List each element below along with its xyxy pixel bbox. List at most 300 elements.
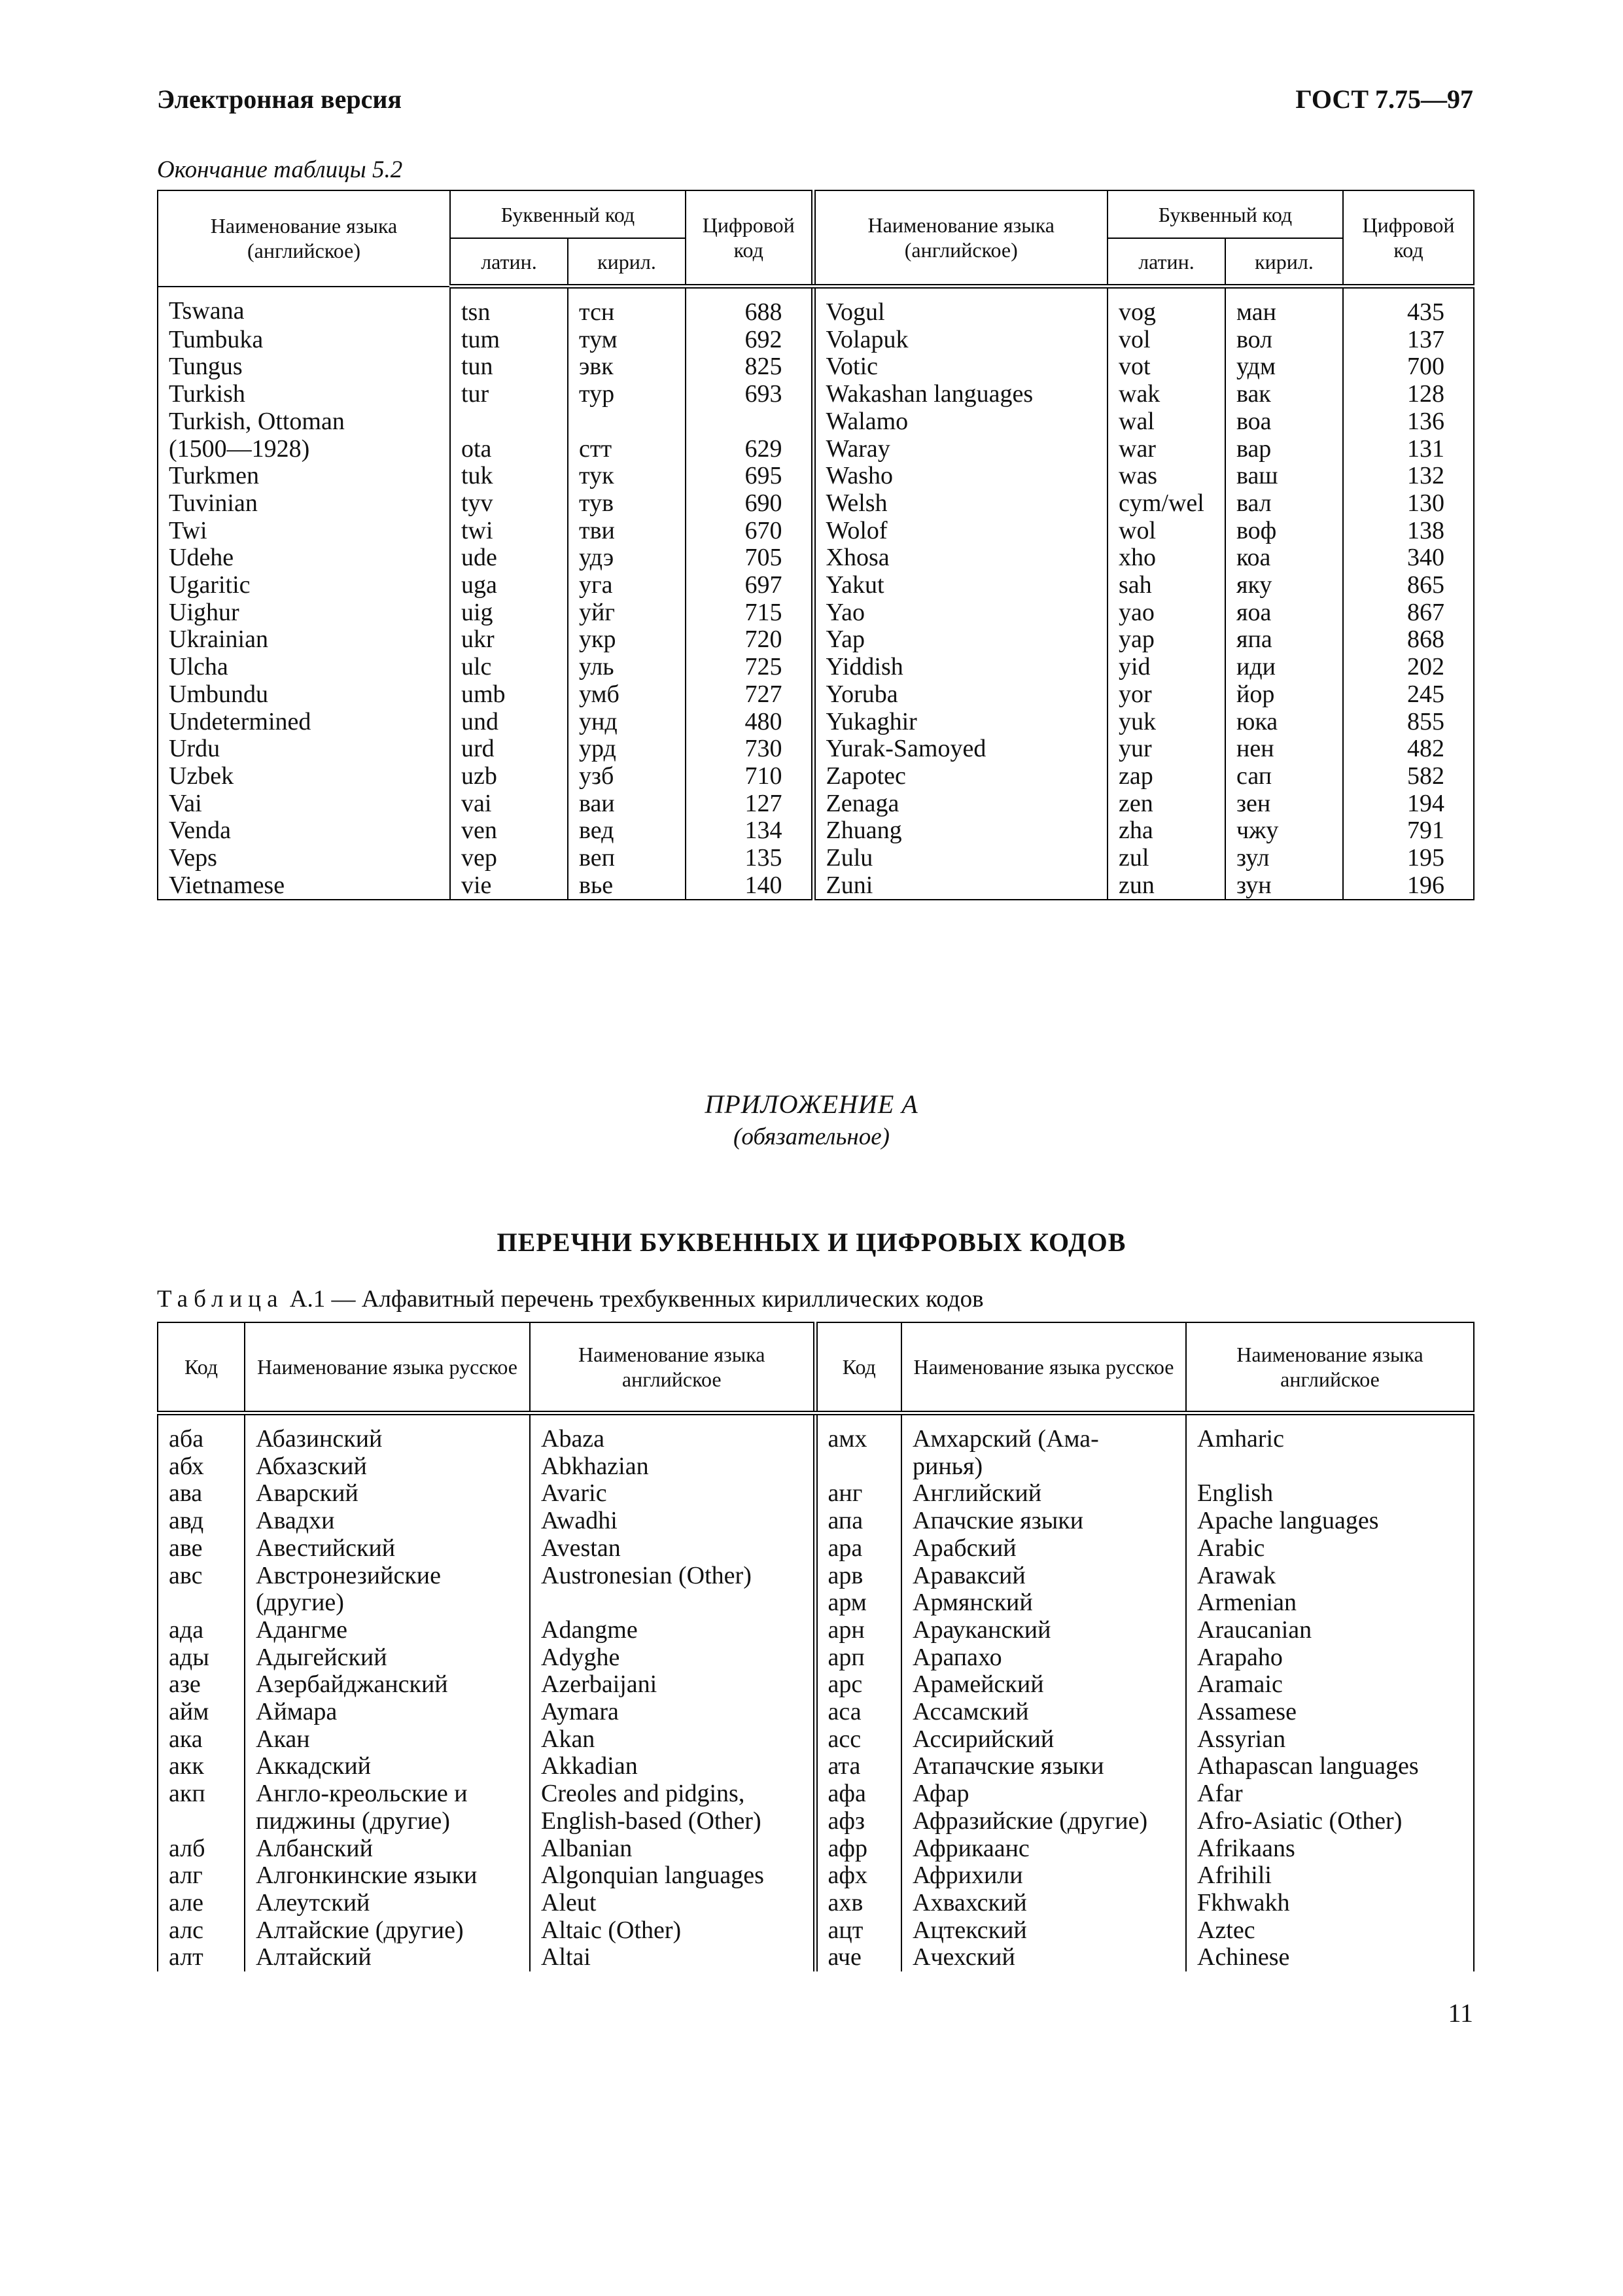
language-name: Urdu	[158, 735, 450, 763]
code	[158, 1808, 245, 1835]
code: ады	[158, 1644, 245, 1672]
digital-code: 715	[686, 599, 813, 627]
language-name: Zapotec	[813, 763, 1108, 790]
latin-code: was	[1108, 463, 1225, 490]
digital-code: 194	[1343, 790, 1474, 818]
name-russian: Ассирийский	[901, 1726, 1186, 1754]
code: акк	[158, 1753, 245, 1780]
latin-code: zap	[1108, 763, 1225, 790]
language-name: Turkish	[158, 381, 450, 408]
table-row	[158, 1753, 1474, 1780]
latin-code: vol	[1108, 327, 1225, 354]
name-russian: Ассамский	[901, 1699, 1186, 1726]
digital-code: 700	[1343, 353, 1474, 381]
language-name: Waray	[813, 436, 1108, 463]
name-english: Algonquian languages	[530, 1862, 815, 1890]
language-name: Vietnamese	[158, 872, 450, 900]
cyrillic-codes-table-a1	[157, 1322, 1475, 1971]
cyrillic-code: воф	[1225, 518, 1343, 545]
digital-code: 480	[686, 709, 813, 736]
latin-code: sah	[1108, 572, 1225, 599]
name-english: Aztec	[1186, 1917, 1474, 1945]
digital-code: 725	[686, 654, 813, 681]
language-name: Tuvinian	[158, 490, 450, 518]
language-name: Washo	[813, 463, 1108, 490]
code: афх	[815, 1862, 901, 1890]
language-name: Turkmen	[158, 463, 450, 490]
digital-code: 136	[1343, 408, 1474, 436]
latin-code: twi	[450, 518, 568, 545]
language-name: Zhuang	[813, 817, 1108, 845]
code: аса	[815, 1699, 901, 1726]
code: аче	[815, 1944, 901, 1971]
digital-code: 340	[1343, 544, 1474, 572]
digital-code: 582	[1343, 763, 1474, 790]
col-header-cyrillic: кирил.	[568, 238, 686, 287]
name-english: Arapaho	[1186, 1644, 1474, 1672]
language-name: Vai	[158, 790, 450, 818]
language-name: Yao	[813, 599, 1108, 627]
latin-code: zha	[1108, 817, 1225, 845]
language-name: Umbundu	[158, 681, 450, 709]
digital-code: 127	[686, 790, 813, 818]
name-english: Abkhazian	[530, 1453, 815, 1481]
name-russian: Алеутский	[245, 1890, 530, 1917]
code: аба	[158, 1413, 245, 1453]
page-number: 11	[1448, 1998, 1473, 2028]
digital-code: 825	[686, 353, 813, 381]
latin-code: wol	[1108, 518, 1225, 545]
table-row	[158, 1671, 1474, 1699]
name-english: Assamese	[1186, 1699, 1474, 1726]
digital-code: 140	[686, 872, 813, 900]
cyrillic-code: удм	[1225, 353, 1343, 381]
cyrillic-code: сап	[1225, 763, 1343, 790]
latin-code: cym/wel	[1108, 490, 1225, 518]
code: аве	[158, 1535, 245, 1563]
table-row	[158, 654, 1474, 681]
latin-code: urd	[450, 735, 568, 763]
digital-code: 482	[1343, 735, 1474, 763]
cyrillic-code: вал	[1225, 490, 1343, 518]
name-english: Adyghe	[530, 1644, 815, 1672]
cyrillic-code: узб	[568, 763, 686, 790]
table-row	[158, 817, 1474, 845]
latin-code: yao	[1108, 599, 1225, 627]
name-russian: Арауканский	[901, 1617, 1186, 1644]
code: авд	[158, 1508, 245, 1535]
name-russian: Африхили	[901, 1862, 1186, 1890]
cyrillic-code: укр	[568, 626, 686, 654]
col-header-code: Код	[815, 1322, 901, 1413]
latin-code: yap	[1108, 626, 1225, 654]
latin-code: yid	[1108, 654, 1225, 681]
cyrillic-code: коа	[1225, 544, 1343, 572]
code: арв	[815, 1563, 901, 1590]
name-russian: Алтайский	[245, 1944, 530, 1971]
table-row	[158, 626, 1474, 654]
language-name: Zenaga	[813, 790, 1108, 818]
table-row	[158, 1835, 1474, 1863]
name-english: Azerbaijani	[530, 1671, 815, 1699]
language-name: Tungus	[158, 353, 450, 381]
code: айм	[158, 1699, 245, 1726]
table-row	[158, 1944, 1474, 1971]
latin-code: wal	[1108, 408, 1225, 436]
table-row	[158, 872, 1474, 900]
latin-code: zul	[1108, 845, 1225, 872]
cyrillic-code: уль	[568, 654, 686, 681]
table-row	[158, 1699, 1474, 1726]
code: ацт	[815, 1917, 901, 1945]
name-english: Afar	[1186, 1780, 1474, 1808]
digital-code: 720	[686, 626, 813, 654]
name-english: Achinese	[1186, 1944, 1474, 1971]
code: ата	[815, 1753, 901, 1780]
table-row	[158, 790, 1474, 818]
table-row	[158, 1617, 1474, 1644]
col-header-name-english: Наименование языка английское	[530, 1322, 815, 1413]
cyrillic-code: вол	[1225, 327, 1343, 354]
language-name: Vogul	[813, 287, 1108, 327]
cyrillic-code: тув	[568, 490, 686, 518]
code: ада	[158, 1617, 245, 1644]
code: афз	[815, 1808, 901, 1835]
table-continuation-caption: Окончание таблицы 5.2	[157, 156, 403, 183]
cyrillic-code: веп	[568, 845, 686, 872]
col-header-letter-code: Буквенный код	[450, 190, 686, 238]
digital-code: 693	[686, 381, 813, 408]
language-name: Yukaghir	[813, 709, 1108, 736]
code: алг	[158, 1862, 245, 1890]
col-header-letter-code: Буквенный код	[1108, 190, 1343, 238]
code: анг	[815, 1480, 901, 1508]
table-word: Таблица	[157, 1286, 284, 1313]
cyrillic-code: тум	[568, 327, 686, 354]
digital-code: 855	[1343, 709, 1474, 736]
table-row	[158, 1563, 1474, 1590]
digital-code: 135	[686, 845, 813, 872]
latin-code: uig	[450, 599, 568, 627]
digital-code: 202	[1343, 654, 1474, 681]
digital-code: 692	[686, 327, 813, 354]
name-russian: Апачские языки	[901, 1508, 1186, 1535]
name-english: Akkadian	[530, 1753, 815, 1780]
digital-code: 130	[1343, 490, 1474, 518]
col-header-latin: латин.	[1108, 238, 1225, 287]
digital-code: 138	[1343, 518, 1474, 545]
latin-code: zun	[1108, 872, 1225, 900]
language-name: Wakashan languages	[813, 381, 1108, 408]
cyrillic-code: япа	[1225, 626, 1343, 654]
name-russian: Азербайджанский	[245, 1671, 530, 1699]
table-row	[158, 1589, 1474, 1617]
digital-code: 688	[686, 287, 813, 327]
name-russian: (другие)	[245, 1589, 530, 1617]
digital-code: 695	[686, 463, 813, 490]
latin-code: tuk	[450, 463, 568, 490]
language-name: Ukrainian	[158, 626, 450, 654]
name-russian: Абхазский	[245, 1453, 530, 1481]
digital-code	[686, 408, 813, 436]
table-row	[158, 1808, 1474, 1835]
code: алб	[158, 1835, 245, 1863]
name-russian: Абазинский	[245, 1413, 530, 1453]
name-english: Athapascan languages	[1186, 1753, 1474, 1780]
code: абх	[158, 1453, 245, 1481]
name-english: Awadhi	[530, 1508, 815, 1535]
table-row	[158, 599, 1474, 627]
latin-code: yur	[1108, 735, 1225, 763]
table-row	[158, 735, 1474, 763]
appendix-title: ПРИЛОЖЕНИЕ А	[705, 1089, 918, 1119]
table-row	[158, 1508, 1474, 1535]
cyrillic-code: удэ	[568, 544, 686, 572]
name-english: Afro-Asiatic (Other)	[1186, 1808, 1474, 1835]
name-russian: Английский	[901, 1480, 1186, 1508]
name-russian: Афразийские (другие)	[901, 1808, 1186, 1835]
table-row	[158, 287, 1474, 327]
latin-code: tur	[450, 381, 568, 408]
code: алт	[158, 1944, 245, 1971]
language-name: Wolof	[813, 518, 1108, 545]
cyrillic-code: стт	[568, 436, 686, 463]
code: арп	[815, 1644, 901, 1672]
table-row	[158, 845, 1474, 872]
digital-code: 245	[1343, 681, 1474, 709]
table-row	[158, 572, 1474, 599]
col-header-latin: латин.	[450, 238, 568, 287]
language-name: Yap	[813, 626, 1108, 654]
cyrillic-code: ман	[1225, 287, 1343, 327]
table-row	[158, 1780, 1474, 1808]
digital-code: 867	[1343, 599, 1474, 627]
code: афа	[815, 1780, 901, 1808]
name-russian: Аварский	[245, 1480, 530, 1508]
latin-code: yor	[1108, 681, 1225, 709]
code	[158, 1589, 245, 1617]
digital-code: 629	[686, 436, 813, 463]
name-russian: Адангме	[245, 1617, 530, 1644]
digital-code: 131	[1343, 436, 1474, 463]
digital-code: 670	[686, 518, 813, 545]
language-name: Ugaritic	[158, 572, 450, 599]
latin-code: ven	[450, 817, 568, 845]
name-english: Fkhwakh	[1186, 1890, 1474, 1917]
cyrillic-code: тур	[568, 381, 686, 408]
cyrillic-code: зун	[1225, 872, 1343, 900]
cyrillic-code: ваи	[568, 790, 686, 818]
name-russian: Арамейский	[901, 1671, 1186, 1699]
code: ава	[158, 1480, 245, 1508]
table-row	[158, 1917, 1474, 1945]
cyrillic-code: воа	[1225, 408, 1343, 436]
digital-code: 791	[1343, 817, 1474, 845]
col-header-name-russian: Наименование языка русское	[901, 1322, 1186, 1413]
name-russian: Адыгейский	[245, 1644, 530, 1672]
table-row	[158, 327, 1474, 354]
cyrillic-code: уга	[568, 572, 686, 599]
name-russian: Арапахо	[901, 1644, 1186, 1672]
table-row	[158, 1480, 1474, 1508]
running-header-right: ГОСТ 7.75—97	[1295, 84, 1473, 114]
latin-code: und	[450, 709, 568, 736]
language-name: Yoruba	[813, 681, 1108, 709]
name-english	[530, 1589, 815, 1617]
language-name: Votic	[813, 353, 1108, 381]
name-english: Avaric	[530, 1480, 815, 1508]
table-row	[158, 1453, 1474, 1481]
name-english: Austronesian (Other)	[530, 1563, 815, 1590]
cyrillic-code: тук	[568, 463, 686, 490]
section-title: ПЕРЕЧНИ БУКВЕННЫХ И ЦИФРОВЫХ КОДОВ	[497, 1227, 1126, 1257]
cyrillic-code: иди	[1225, 654, 1343, 681]
language-name: Zulu	[813, 845, 1108, 872]
table-caption-text: А.1 — Алфавитный перечень трехбуквенных кириллических кодов	[283, 1286, 984, 1313]
language-name: Udehe	[158, 544, 450, 572]
code: ахв	[815, 1890, 901, 1917]
language-name: Xhosa	[813, 544, 1108, 572]
name-english: Arawak	[1186, 1563, 1474, 1590]
language-name: Undetermined	[158, 709, 450, 736]
language-name: Uighur	[158, 599, 450, 627]
code	[815, 1453, 901, 1481]
table-row	[158, 681, 1474, 709]
digital-code: 727	[686, 681, 813, 709]
digital-code: 435	[1343, 287, 1474, 327]
name-russian: Арабский	[901, 1535, 1186, 1563]
cyrillic-code: тви	[568, 518, 686, 545]
latin-code: ulc	[450, 654, 568, 681]
name-russian: Англо-креольские и	[245, 1780, 530, 1808]
code: ара	[815, 1535, 901, 1563]
name-russian: Алгонкинские языки	[245, 1862, 530, 1890]
latin-code: zen	[1108, 790, 1225, 818]
digital-code: 710	[686, 763, 813, 790]
name-english: Altai	[530, 1944, 815, 1971]
digital-code: 132	[1343, 463, 1474, 490]
name-english	[1186, 1453, 1474, 1481]
cyrillic-code: зул	[1225, 845, 1343, 872]
cyrillic-code: вье	[568, 872, 686, 900]
latin-code: uga	[450, 572, 568, 599]
code: авс	[158, 1563, 245, 1590]
name-russian: Афар	[901, 1780, 1186, 1808]
col-header-digital-code: Цифровой код	[1343, 190, 1474, 287]
name-russian: Албанский	[245, 1835, 530, 1863]
digital-code: 196	[1343, 872, 1474, 900]
language-name: Tswana	[158, 287, 450, 327]
name-russian: Аккадский	[245, 1753, 530, 1780]
language-name: Turkish, Ottoman	[158, 408, 450, 436]
name-english: Adangme	[530, 1617, 815, 1644]
table-a1-caption	[157, 1285, 984, 1313]
language-name: Welsh	[813, 490, 1108, 518]
cyrillic-code: зен	[1225, 790, 1343, 818]
name-english: Assyrian	[1186, 1726, 1474, 1754]
code: арн	[815, 1617, 901, 1644]
latin-code: tyv	[450, 490, 568, 518]
latin-code: vog	[1108, 287, 1225, 327]
digital-code: 128	[1343, 381, 1474, 408]
language-name: Twi	[158, 518, 450, 545]
table-row	[158, 1644, 1474, 1672]
latin-code: war	[1108, 436, 1225, 463]
name-english: Creoles and pidgins,	[530, 1780, 815, 1808]
language-name: Uzbek	[158, 763, 450, 790]
cyrillic-code: яку	[1225, 572, 1343, 599]
running-header-left: Электронная версия	[157, 84, 402, 114]
table-row	[158, 1535, 1474, 1563]
digital-code: 195	[1343, 845, 1474, 872]
name-russian: Ахвахский	[901, 1890, 1186, 1917]
language-name: Venda	[158, 817, 450, 845]
name-english: Aymara	[530, 1699, 815, 1726]
table-row	[158, 1413, 1474, 1453]
cyrillic-code: урд	[568, 735, 686, 763]
name-russian: Австронезийские	[245, 1563, 530, 1590]
latin-code	[450, 408, 568, 436]
latin-code: vep	[450, 845, 568, 872]
code: арм	[815, 1589, 901, 1617]
col-header-code: Код	[158, 1322, 245, 1413]
language-name: Yakut	[813, 572, 1108, 599]
name-russian: Ацтекский	[901, 1917, 1186, 1945]
col-header-name: Наименование языка (английское)	[813, 190, 1108, 287]
table-row	[158, 763, 1474, 790]
latin-code: tsn	[450, 287, 568, 327]
cyrillic-code: вед	[568, 817, 686, 845]
name-russian: Аймара	[245, 1699, 530, 1726]
name-english: Altaic (Other)	[530, 1917, 815, 1945]
latin-code: ota	[450, 436, 568, 463]
name-russian: Акан	[245, 1726, 530, 1754]
name-english: Abaza	[530, 1413, 815, 1453]
cyrillic-code	[568, 408, 686, 436]
latin-code: vie	[450, 872, 568, 900]
col-header-cyrillic: кирил.	[1225, 238, 1343, 287]
name-russian: Африкаанс	[901, 1835, 1186, 1863]
code: амх	[815, 1413, 901, 1453]
digital-code: 865	[1343, 572, 1474, 599]
cyrillic-code: вар	[1225, 436, 1343, 463]
digital-code: 137	[1343, 327, 1474, 354]
name-english: Aleut	[530, 1890, 815, 1917]
language-name: Yiddish	[813, 654, 1108, 681]
name-russian: Араваксий	[901, 1563, 1186, 1590]
latin-code: umb	[450, 681, 568, 709]
table-row	[158, 353, 1474, 381]
language-name: Walamo	[813, 408, 1108, 436]
name-english: Armenian	[1186, 1589, 1474, 1617]
table-row	[158, 1890, 1474, 1917]
cyrillic-code: уйг	[568, 599, 686, 627]
language-name: Yurak-Samoyed	[813, 735, 1108, 763]
name-russian: Ачехский	[901, 1944, 1186, 1971]
latin-code: tun	[450, 353, 568, 381]
name-russian: Амхарский (Ама-	[901, 1413, 1186, 1453]
language-codes-table-5-2	[157, 190, 1475, 900]
name-english: Akan	[530, 1726, 815, 1754]
col-header-name: Наименование языка (английское)	[158, 190, 450, 287]
latin-code: vot	[1108, 353, 1225, 381]
language-name: Zuni	[813, 872, 1108, 900]
col-header-name-english: Наименование языка английское	[1186, 1322, 1474, 1413]
cyrillic-code: унд	[568, 709, 686, 736]
name-english: English-based (Other)	[530, 1808, 815, 1835]
digital-code: 705	[686, 544, 813, 572]
cyrillic-code: ваш	[1225, 463, 1343, 490]
